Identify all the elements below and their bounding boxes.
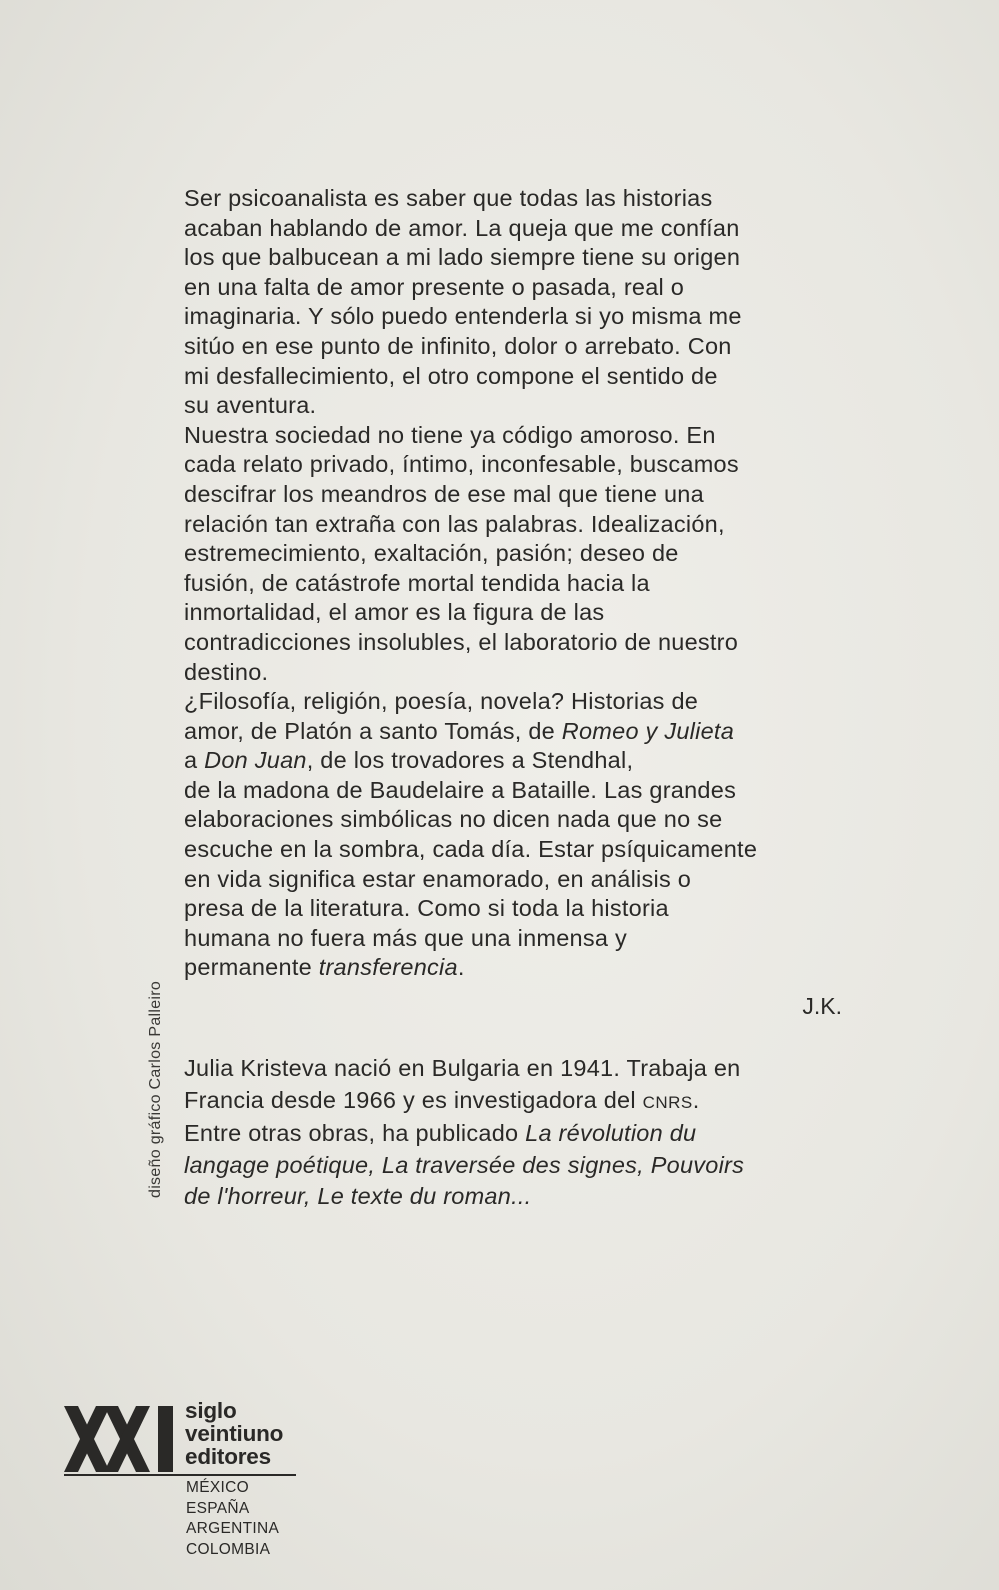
blurb-paragraph-3	[184, 687, 844, 983]
blurb-text: a	[184, 747, 205, 774]
blurb-line: imaginaria. Y sólo puedo entenderla si yo misma me	[184, 303, 742, 330]
book-titles: de l'horreur, Le texte du roman...	[184, 1183, 532, 1209]
xxi-logo-icon	[64, 1406, 182, 1472]
blurb-line: en vida significa estar enamorado, en análisis o	[184, 865, 692, 892]
title-romeo-y-julieta: Romeo y Julieta	[561, 717, 735, 744]
blurb-line: Ser psicoanalista es saber que todas las historias	[184, 185, 713, 211]
bio-line	[184, 1150, 844, 1182]
term-transferencia: transferencia	[318, 954, 458, 981]
blurb-line: fusión, de catástrofe mortal tendida hacia la	[184, 569, 650, 596]
blurb-text: permanente	[184, 954, 319, 981]
blurb-line: destino.	[184, 658, 269, 685]
bio-line	[184, 1085, 844, 1119]
publisher-name-line: siglo	[185, 1398, 237, 1423]
blurb-line: humana no fuera más que una inmensa y	[184, 924, 627, 951]
country: COLOMBIA	[186, 1540, 271, 1558]
blurb-text: .	[457, 954, 465, 981]
publisher-name	[185, 1399, 283, 1468]
blurb-line: su aventura.	[184, 392, 317, 419]
title-don-juan: Don Juan	[204, 747, 307, 774]
logo-divider	[64, 1474, 296, 1476]
bio-line: Julia Kristeva nació en Bulgaria en 1941. Trabaja en	[184, 1055, 741, 1081]
blurb	[184, 184, 844, 983]
blurb-paragraph-2	[184, 421, 844, 687]
blurb-line: escuche en la sombra, cada día. Estar psíquicamente	[184, 836, 758, 863]
book-title: La révolution du	[525, 1120, 697, 1146]
blurb-line: relación tan extraña con las palabras. Idealización,	[184, 510, 725, 537]
publisher-countries	[186, 1478, 279, 1560]
bio-line	[184, 1181, 844, 1213]
author-bio	[184, 1053, 844, 1213]
blurb-line: mi desfallecimiento, el otro compone el sentido de	[184, 362, 718, 389]
country: ARGENTINA	[186, 1520, 280, 1537]
publisher-name-line: veintiuno	[185, 1421, 284, 1446]
blurb-line: elaboraciones simbólicas no dicen nada que no se	[184, 806, 723, 833]
blurb-line	[184, 746, 844, 776]
blurb-line: de la madona de Baudelaire a Bataille. Las grandes	[184, 776, 737, 803]
blurb-line: Nuestra sociedad no tiene ya código amoroso. En	[184, 421, 716, 448]
blurb-line: acaban hablando de amor. La queja que me confían	[184, 214, 740, 241]
cnrs-abbrev: CNRS	[642, 1092, 693, 1112]
blurb-line: inmortalidad, el amor es la figura de las	[184, 599, 605, 626]
blurb-line	[184, 953, 844, 983]
bio-text: Francia desde 1966 y es investigadora del	[184, 1086, 643, 1113]
blurb-line: sitúo en ese punto de infinito, dolor o arrebato. Con	[184, 332, 732, 359]
blurb-line: cada relato privado, íntimo, inconfesable, buscamos	[184, 451, 739, 478]
blurb-line: descifrar los meandros de ese mal que tiene una	[184, 480, 704, 507]
bio-text: .	[692, 1086, 700, 1113]
blurb-text: amor, de Platón a santo Tomás, de	[184, 717, 562, 744]
bio-text: Entre otras obras, ha publicado	[184, 1120, 526, 1146]
blurb-line: en una falta de amor presente o pasada, real o	[184, 273, 685, 300]
country: ESPAÑA	[186, 1499, 250, 1517]
blurb-paragraph-1	[184, 184, 844, 421]
publisher-logo-mark	[64, 1406, 182, 1477]
author-initials: J.K.	[802, 993, 842, 1019]
blurb-text: , de los trovadores a Stendhal,	[306, 747, 634, 774]
blurb-line: presa de la literatura. Como si toda la historia	[184, 895, 669, 922]
design-credit: diseño gráfico Carlos Palleiro	[147, 980, 164, 1198]
bio-line	[184, 1118, 844, 1150]
country: MÉXICO	[186, 1479, 249, 1496]
blurb-line: estremecimiento, exaltación, pasión; deseo de	[184, 540, 679, 567]
blurb-line: contradicciones insolubles, el laboratorio de nuestro	[184, 628, 739, 655]
book-titles: langage poétique, La traversée des signes, Pouvoirs	[184, 1151, 745, 1178]
blurb-line: los que balbucean a mi lado siempre tiene su origen	[184, 244, 741, 271]
blurb-line	[184, 717, 844, 747]
publisher-name-line: editores	[185, 1444, 271, 1469]
blurb-line: ¿Filosofía, religión, poesía, novela? Historias de	[184, 688, 699, 715]
